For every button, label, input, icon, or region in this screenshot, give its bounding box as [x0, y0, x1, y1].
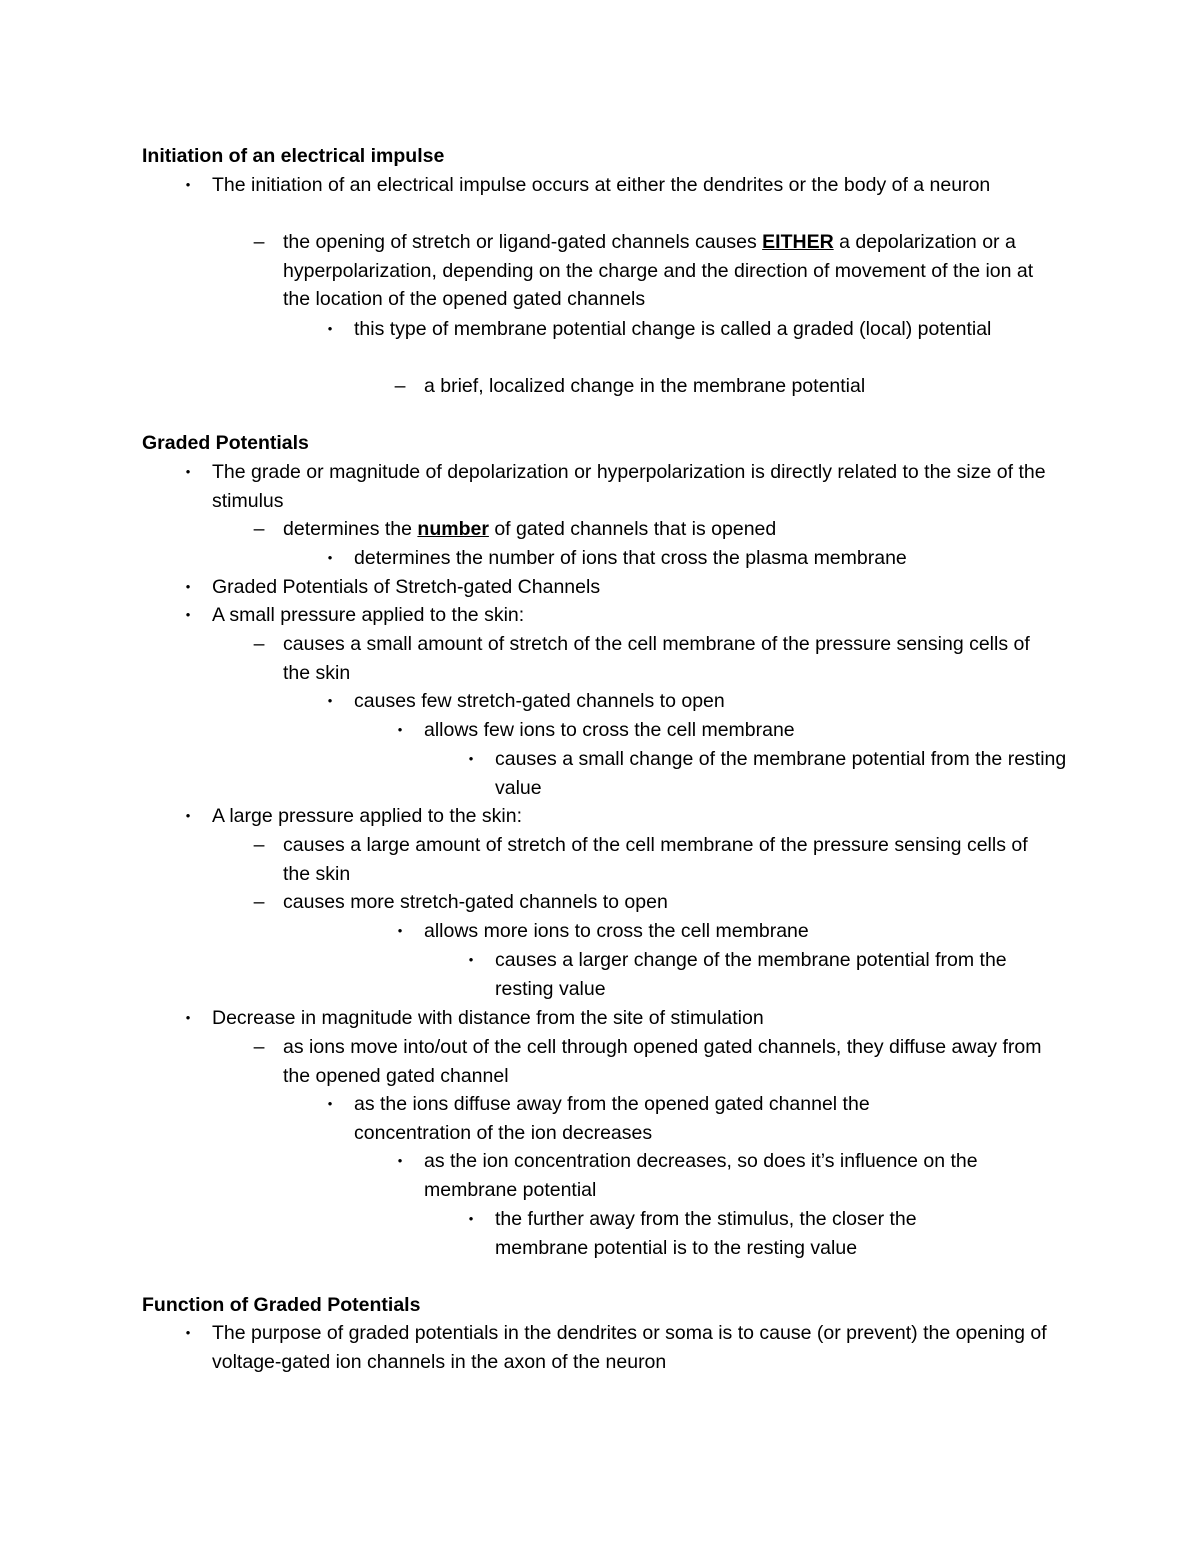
- bullet-marker: •: [468, 952, 474, 967]
- bullet-marker: •: [468, 751, 474, 766]
- list-item: • The initiation of an electrical impulse occurs at either the dendrites or the body of a neuron: [212, 171, 1052, 200]
- list-item: • causes few stretch-gated channels to open: [354, 687, 1054, 716]
- list-item: • causes a larger change of the membrane potential from the resting value: [495, 946, 1055, 1003]
- bullet-marker: •: [185, 1325, 191, 1340]
- dash-marker: –: [253, 518, 265, 540]
- dash-marker: –: [253, 633, 265, 655]
- list-item: • Decrease in magnitude with distance from the site of stimulation: [212, 1004, 1052, 1033]
- dash-marker: –: [394, 375, 406, 397]
- dash-marker: –: [253, 231, 265, 253]
- list-item: • Graded Potentials of Stretch-gated Channels: [212, 573, 1052, 602]
- bullet-marker: •: [327, 693, 333, 708]
- list-item: • causes a small change of the membrane potential from the resting value: [495, 745, 1080, 802]
- bullet-marker: •: [185, 808, 191, 823]
- section-heading: Graded Potentials: [142, 432, 309, 454]
- bullet-marker: •: [397, 1153, 403, 1168]
- list-item: – as ions move into/out of the cell through opened gated channels, they diffuse away from the opened gated channel: [283, 1033, 1053, 1090]
- dash-marker: –: [253, 1036, 265, 1058]
- section-heading: Initiation of an electrical impulse: [142, 145, 445, 167]
- bullet-marker: •: [327, 550, 333, 565]
- list-item: • as the ion concentration decreases, so does it’s influence on the membrane potential: [424, 1147, 1054, 1204]
- list-item: • The grade or magnitude of depolarization or hyperpolarization is directly related to the size of the stimulus: [212, 458, 1052, 515]
- list-item: – causes more stretch-gated channels to open: [283, 888, 1053, 917]
- list-item: – a brief, localized change in the membrane potential: [424, 372, 1044, 401]
- list-item: – the opening of stretch or ligand-gated channels causes EITHER a depolarization or a hyperpolarization, depending on the charge and the direction of movement of the ion at the location of the opened gated channels: [283, 228, 1063, 314]
- list-item: • determines the number of ions that cross the plasma membrane: [354, 544, 1054, 573]
- list-item: • A large pressure applied to the skin:: [212, 802, 1052, 831]
- bullet-marker: •: [397, 923, 403, 938]
- list-item: • allows few ions to cross the cell membrane: [424, 716, 1064, 745]
- bullet-marker: •: [185, 579, 191, 594]
- bullet-marker: •: [327, 321, 333, 336]
- list-item: • A small pressure applied to the skin:: [212, 601, 1052, 630]
- bullet-marker: •: [185, 177, 191, 192]
- list-item: • The purpose of graded potentials in the dendrites or soma is to cause (or prevent) the opening of voltage-gated ion channels in the axon of the neuron: [212, 1319, 1052, 1376]
- list-item: • the further away from the stimulus, the closer the membrane potential is to the resting value: [495, 1205, 995, 1262]
- list-item: – causes a large amount of stretch of the cell membrane of the pressure sensing cells of the skin: [283, 831, 1053, 888]
- bullet-marker: •: [185, 607, 191, 622]
- emphasis-either: EITHER: [762, 231, 834, 253]
- bullet-marker: •: [185, 464, 191, 479]
- section-heading: Function of Graded Potentials: [142, 1294, 421, 1316]
- bullet-marker: •: [185, 1010, 191, 1025]
- list-item: • allows more ions to cross the cell membrane: [424, 917, 1064, 946]
- dash-marker: –: [253, 891, 265, 913]
- bullet-marker: •: [327, 1096, 333, 1111]
- list-item: – causes a small amount of stretch of the cell membrane of the pressure sensing cells of the skin: [283, 630, 1053, 687]
- bullet-marker: •: [397, 722, 403, 737]
- bullet-marker: •: [468, 1211, 474, 1226]
- emphasis-number: number: [417, 518, 489, 540]
- list-item: • this type of membrane potential change is called a graded (local) potential: [354, 315, 994, 344]
- list-item: • as the ions diffuse away from the opened gated channel the concentration of the ion decreases: [354, 1090, 964, 1147]
- dash-marker: –: [253, 834, 265, 856]
- list-item: – determines the number of gated channels that is opened: [283, 515, 1053, 544]
